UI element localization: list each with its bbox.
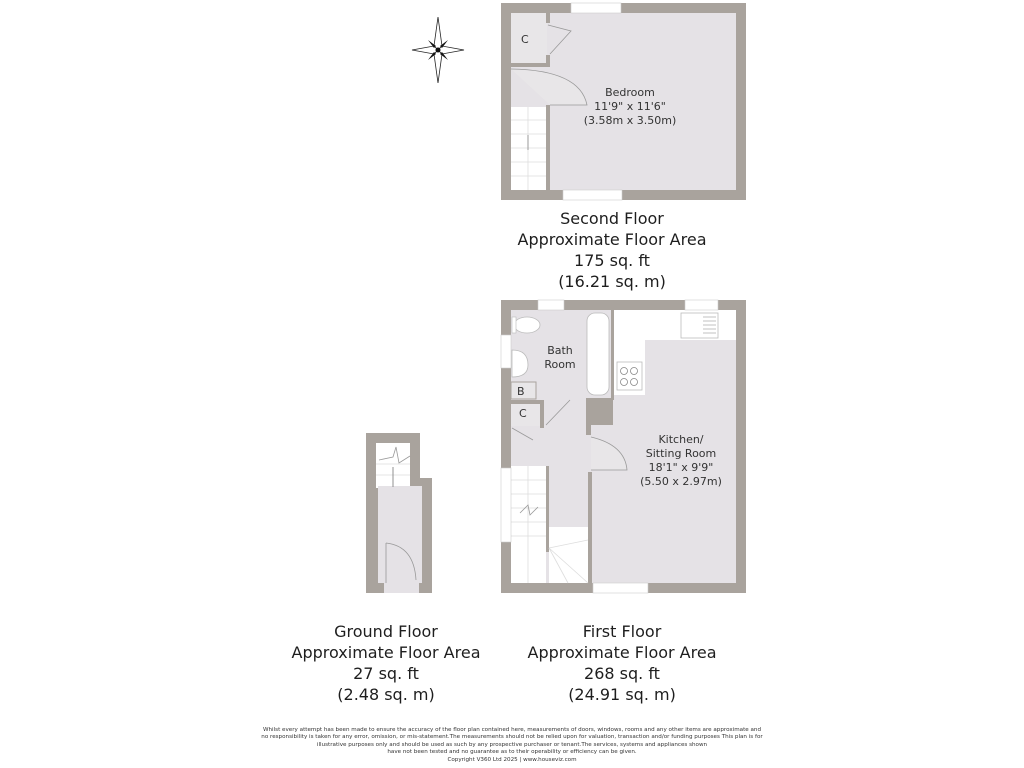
disclaimer-line: have not been tested and no guarantee as to their operability or efficiency can be given. xyxy=(387,749,637,756)
compass-icon xyxy=(412,17,464,83)
second-floor-area xyxy=(470,208,754,292)
floor-area-sqft: 27 sq. ft xyxy=(353,664,419,683)
room-name: Room xyxy=(544,358,576,371)
copyright: Copyright V360 Ltd 2025 | www.houseviz.com xyxy=(447,756,577,763)
ground-floor-plan xyxy=(366,433,432,593)
room-dimensions-metric: (3.58m x 3.50m) xyxy=(583,114,677,127)
floor-subtitle: Approximate Floor Area xyxy=(291,643,481,662)
floor-title: Ground Floor xyxy=(334,622,438,641)
floor-area-sqft: 268 sq. ft xyxy=(584,664,660,683)
floor-title: Second Floor xyxy=(560,209,664,228)
disclaimer-line: Whilst every attempt has been made to ensure the accuracy of the floor plan contained here, measurements of doors, windows, rooms and any other items are approximate and xyxy=(262,727,762,733)
boiler-label: B xyxy=(517,385,525,398)
room-name: Kitchen/ xyxy=(658,433,704,446)
bathroom-label xyxy=(530,344,590,372)
kitchen-label xyxy=(626,433,736,489)
room-dimensions-imperial: 18'1" x 9'9" xyxy=(648,461,714,474)
floor-area-sqm: (24.91 sq. m) xyxy=(568,685,676,704)
floor-title: First Floor xyxy=(582,622,662,641)
room-name: Bedroom xyxy=(605,86,655,99)
bedroom-label xyxy=(580,86,680,128)
floor-subtitle: Approximate Floor Area xyxy=(517,230,707,249)
room-name: Bath xyxy=(547,344,573,357)
ground-floor-area xyxy=(244,621,528,705)
room-name: Sitting Room xyxy=(645,447,717,460)
disclaimer xyxy=(220,727,804,764)
floor-area-sqm: (2.48 sq. m) xyxy=(337,685,435,704)
floor-subtitle: Approximate Floor Area xyxy=(527,643,717,662)
disclaimer-line: illustrative purposes only and should be used as such by any prospective purchaser or tenant.The services, systems and appliances shown xyxy=(316,741,708,748)
disclaimer-line: no responsibility is taken for any error, omission, or mis-statement.The measurements should not be relied upon for valuation, transaction and/or funding purposes This plan is for xyxy=(261,734,763,741)
floor-area-sqm: (16.21 sq. m) xyxy=(558,272,666,291)
room-dimensions-imperial: 11'9" x 11'6" xyxy=(594,100,666,113)
room-dimensions-metric: (5.50 x 2.97m) xyxy=(640,475,722,488)
floor-area-sqft: 175 sq. ft xyxy=(574,251,650,270)
svg-text:C: C xyxy=(521,33,529,46)
cupboard-label: C xyxy=(519,407,527,420)
